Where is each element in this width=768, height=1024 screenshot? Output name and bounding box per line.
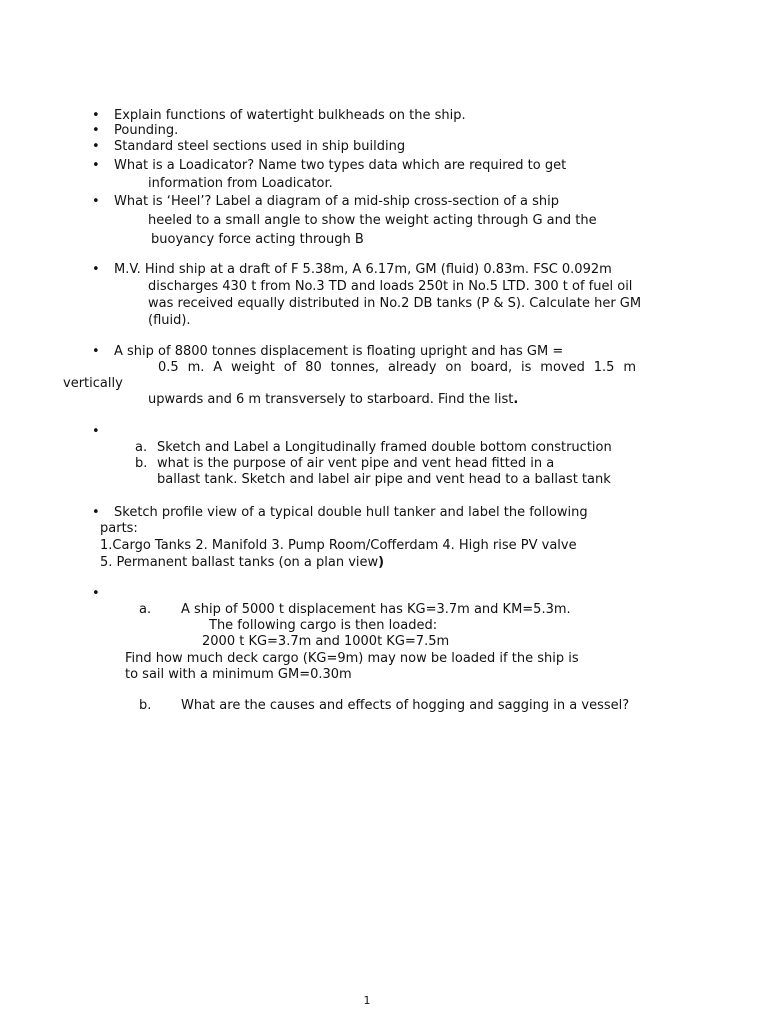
question-list-period: . xyxy=(513,392,519,407)
sub-label-a: a. xyxy=(135,440,148,455)
bullet-icon: • xyxy=(92,344,100,359)
bullet-icon: • xyxy=(92,262,100,277)
question-stability-line3: 2000 t KG=3.7m and 1000t KG=7.5m xyxy=(202,634,450,649)
question-gm-line1: M.V. Hind ship at a draft of F 5.38m, A 6.17m, GM (fluid) 0.83m. FSC 0.092m xyxy=(114,262,612,277)
question-list-line2: 0.5 m. A weight of 80 tonnes, already on board, is moved 1.5 m xyxy=(158,360,636,375)
sub-label-a: a. xyxy=(139,602,152,617)
question-gm-line3: was received equally distributed in No.2 DB tanks (P & S). Calculate her GM xyxy=(148,296,642,311)
question-tanker-line3: 1.Cargo Tanks 2. Manifold 3. Pump Room/Cofferdam 4. High rise PV valve xyxy=(100,538,577,553)
bullet-icon: • xyxy=(92,424,100,439)
bullet-icon: • xyxy=(92,123,100,138)
page-number: 1 xyxy=(363,994,371,1007)
question-list-line1: A ship of 8800 tonnes displacement is floating upright and has GM = xyxy=(114,344,564,359)
bullet-icon: • xyxy=(92,586,100,601)
question-air-vent-line2: ballast tank. Sketch and label air pipe and vent head to a ballast tank xyxy=(157,472,611,487)
question-stability-line1: A ship of 5000 t displacement has KG=3.7m and KM=5.3m. xyxy=(181,602,571,617)
question-tanker-paren: ) xyxy=(378,555,385,570)
question-tanker-line2: parts: xyxy=(100,521,138,536)
question-tanker-line4: 5. Permanent ballast tanks (on a plan view xyxy=(100,555,379,570)
bullet-icon: • xyxy=(92,108,100,123)
question-loadicator-line2: information from Loadicator. xyxy=(148,176,333,191)
question-list-line3: vertically xyxy=(63,376,123,391)
bullet-icon: • xyxy=(92,505,100,520)
bullet-icon: • xyxy=(92,194,100,209)
bullet-icon: • xyxy=(92,158,100,173)
question-heel-line3: buoyancy force acting through B xyxy=(151,232,364,247)
question-hogging-sagging: What are the causes and effects of hogging and sagging in a vessel? xyxy=(181,698,630,713)
question-tanker-line1: Sketch profile view of a typical double hull tanker and label the following xyxy=(114,505,588,520)
sub-label-b: b. xyxy=(139,698,152,713)
question-gm-line4: (fluid). xyxy=(148,313,191,328)
bullet-icon: • xyxy=(92,139,100,154)
question-gm-line2: discharges 430 t from No.3 TD and loads 250t in No.5 LTD. 300 t of fuel oil xyxy=(148,279,633,294)
question-heel-line2: heeled to a small angle to show the weight acting through G and the xyxy=(148,213,597,228)
question-heel-line1: What is ‘Heel’? Label a diagram of a mid-ship cross-section of a ship xyxy=(114,194,559,209)
question-pounding: Pounding. xyxy=(114,123,179,138)
question-stability-line5: to sail with a minimum GM=0.30m xyxy=(125,667,352,682)
question-stability-line4: Find how much deck cargo (KG=9m) may now be loaded if the ship is xyxy=(125,651,579,666)
question-steel-sections: Standard steel sections used in ship building xyxy=(114,139,406,154)
question-double-bottom: Sketch and Label a Longitudinally framed double bottom construction xyxy=(157,440,612,455)
question-air-vent-line1: what is the purpose of air vent pipe and vent head fitted in a xyxy=(157,456,555,471)
question-loadicator-line1: What is a Loadicator? Name two types data which are required to get xyxy=(114,158,567,173)
sub-label-b: b. xyxy=(135,456,148,471)
question-list-line4: upwards and 6 m transversely to starboard. Find the list xyxy=(148,392,514,407)
question-stability-line2: The following cargo is then loaded: xyxy=(209,618,438,633)
question-bulkheads: Explain functions of watertight bulkheads on the ship. xyxy=(114,108,466,123)
